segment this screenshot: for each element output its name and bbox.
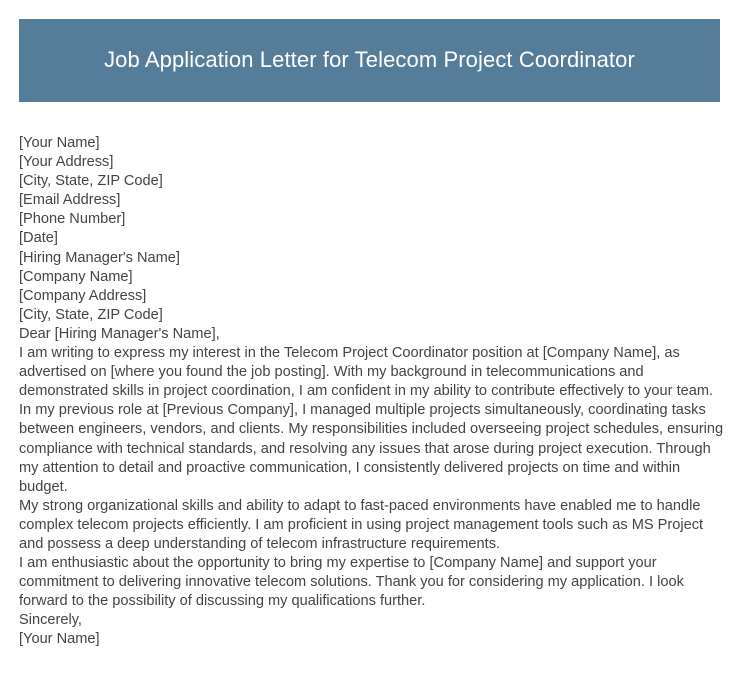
letter-line: [Hiring Manager's Name] bbox=[19, 249, 180, 266]
letter-body bbox=[19, 134, 727, 650]
letter-paragraph: My strong organizational skills and ability to adapt to fast-paced environments have enabled me to handle complex telecom projects efficiently. I am proficient in using project management tools such as MS Project and possess a deep understanding of telecom infrastructure requirements. bbox=[19, 497, 708, 552]
letter-line: [Your Address] bbox=[19, 154, 114, 171]
letter-paragraph: I am writing to express my interest in the Telecom Project Coordinator position at [Company Name], as advertised on [where you found the job posting]. With my background in telecommunications and demonstrated skills in project coordination, I am confident in my ability to contribute effectively to your team. bbox=[19, 345, 714, 400]
letter-signature: [Your Name] bbox=[19, 631, 100, 648]
letter-line: [Email Address] bbox=[19, 192, 121, 209]
letter-line: [Company Name] bbox=[19, 268, 133, 285]
letter-line: [Date] bbox=[19, 230, 58, 247]
letter-line: [Phone Number] bbox=[19, 211, 126, 228]
letter-paragraph: I am enthusiastic about the opportunity to bring my expertise to [Company Name] and support your commitment to delivering innovative telecom solutions. Thank you for considering my application. I look forward to the possibility of discussing my qualifications further. bbox=[19, 555, 688, 610]
document-title: Job Application Letter for Telecom Project Coordinator bbox=[104, 47, 635, 73]
letter-line: [City, State, ZIP Code] bbox=[19, 173, 163, 190]
letter-closing: Sincerely, bbox=[19, 612, 82, 629]
letter-line: [City, State, ZIP Code] bbox=[19, 306, 163, 323]
letter-line: [Your Name] bbox=[19, 135, 100, 151]
letter-line: [Company Address] bbox=[19, 287, 147, 304]
letter-paragraph: In my previous role at [Previous Company], I managed multiple projects simultaneously, coordinating tasks between engineers, vendors, and clients. My responsibilities included overseeing project schedules, ensuring compliance with technical standards, and resolving any issues that arose during project execution. Through my attention to detail and proactive communication, I consistently delivered projects on time and within budget. bbox=[19, 402, 728, 495]
letter-salutation: Dear [Hiring Manager's Name], bbox=[19, 325, 220, 342]
document-header-banner bbox=[19, 19, 720, 102]
